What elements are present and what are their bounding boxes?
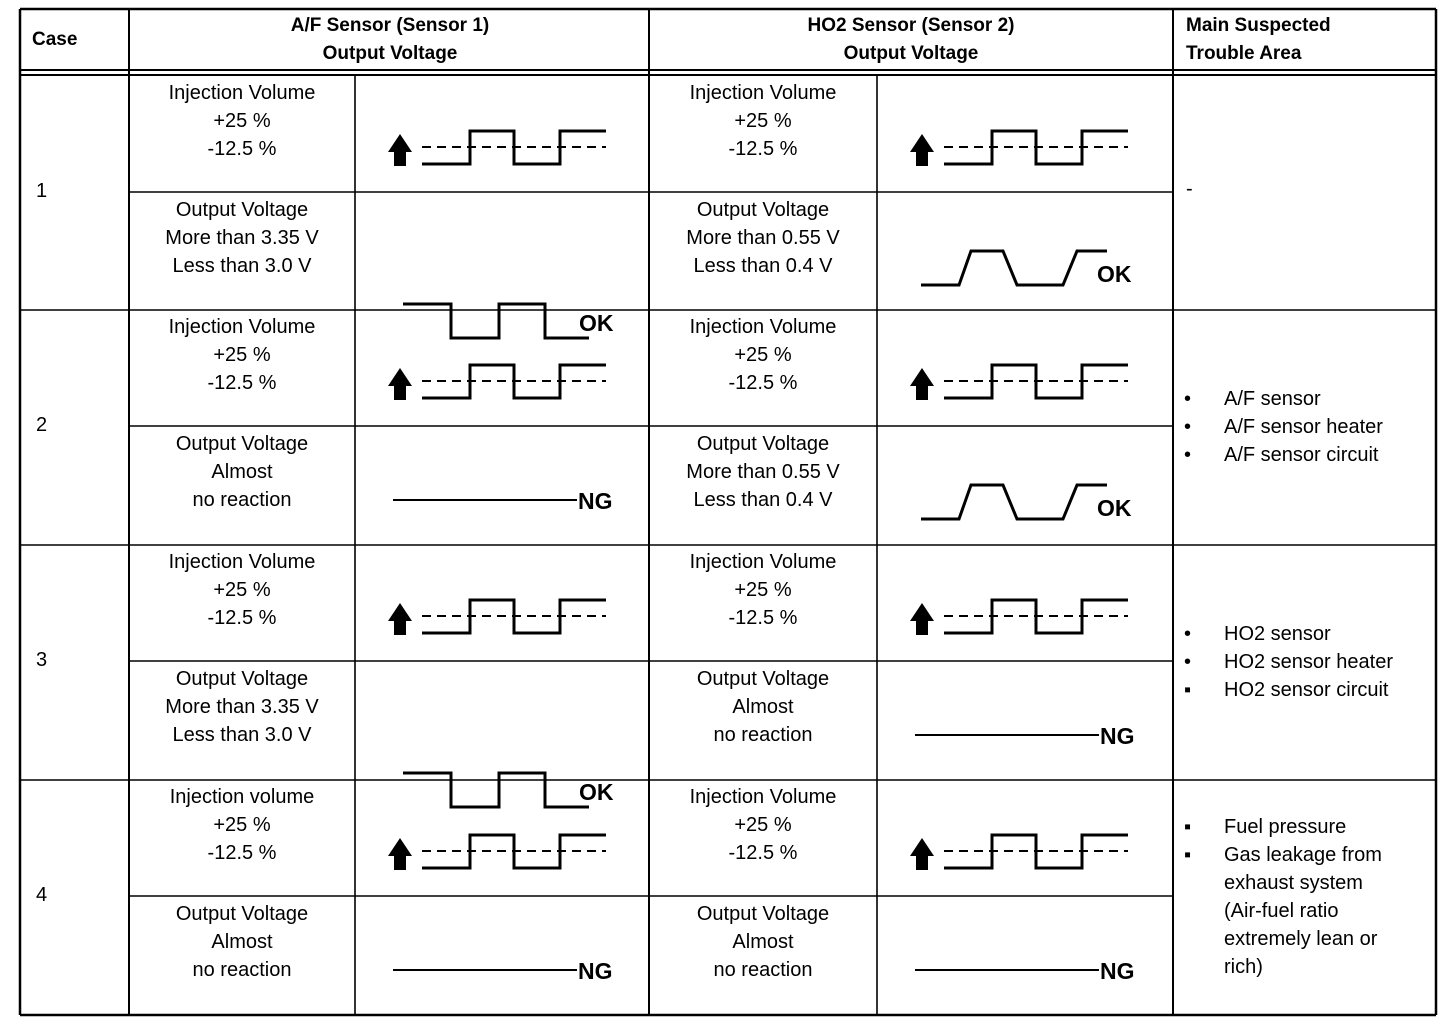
- trouble-area-item: ▪ Gas leakage from: [1184, 841, 1382, 869]
- ho2-output-label: Output Voltage More than 0.55 V Less than 0.4 V: [686, 433, 840, 511]
- ho2-injection-label: Injection Volume +25 % -12.5 %: [689, 551, 837, 629]
- ho2-output-label: Output Voltage Almost no reaction: [696, 903, 830, 981]
- trouble-area-item: • A/F sensor: [1184, 385, 1383, 413]
- case-number: 1: [36, 180, 48, 202]
- trouble-area-list: [1184, 385, 1383, 469]
- rich-arrow-icon: [388, 603, 412, 635]
- case-number: 4: [36, 884, 48, 906]
- af-output-square-wave: [403, 304, 589, 338]
- trouble-area-list: [1184, 620, 1393, 704]
- rich-arrow-icon: [910, 134, 934, 166]
- header-trouble-area: Main Suspected Trouble Area: [1186, 15, 1331, 64]
- trouble-area-list: [1184, 813, 1382, 981]
- ho2-output-label: Output Voltage More than 0.55 V Less than 0.4 V: [686, 199, 840, 277]
- af-output-label: Output Voltage Almost no reaction: [175, 433, 309, 511]
- trouble-area-item: • A/F sensor circuit: [1184, 441, 1383, 469]
- trouble-area-item: • HO2 sensor heater: [1184, 648, 1393, 676]
- header-case: Case: [32, 29, 78, 50]
- rich-arrow-icon: [910, 603, 934, 635]
- result-label: OK: [579, 779, 614, 805]
- af-injection-label: Injection volume +25 % -12.5 %: [169, 786, 315, 864]
- ho2-injection-label: Injection Volume +25 % -12.5 %: [689, 316, 837, 394]
- rich-arrow-icon: [388, 838, 412, 870]
- trouble-area-item: exhaust system: [1224, 872, 1363, 894]
- af-output-label: Output Voltage More than 3.35 V Less than 3.0 V: [165, 199, 319, 277]
- ho2-output-wave: [921, 485, 1107, 519]
- result-label: OK: [1097, 261, 1132, 287]
- trouble-area-none: -: [1186, 178, 1193, 200]
- ho2-output-label: Output Voltage Almost no reaction: [696, 668, 830, 746]
- rich-arrow-icon: [388, 134, 412, 166]
- trouble-area-item: • HO2 sensor: [1184, 620, 1393, 648]
- rich-arrow-icon: [910, 368, 934, 400]
- case-number: 3: [36, 649, 48, 671]
- trouble-area-item: • A/F sensor heater: [1184, 413, 1383, 441]
- af-injection-label: Injection Volume +25 % -12.5 %: [168, 82, 316, 160]
- case-number: 2: [36, 414, 48, 436]
- result-label: NG: [1100, 958, 1135, 984]
- result-label: OK: [1097, 495, 1132, 521]
- header-af-sensor: A/F Sensor (Sensor 1) Output Voltage: [290, 15, 490, 64]
- trouble-area-item: rich): [1224, 956, 1263, 978]
- af-output-label: Output Voltage Almost no reaction: [175, 903, 309, 981]
- result-label: NG: [1100, 723, 1135, 749]
- result-label: OK: [579, 310, 614, 336]
- trouble-area-item: ▪ Fuel pressure: [1184, 813, 1382, 841]
- result-label: NG: [578, 958, 613, 984]
- result-label: NG: [578, 488, 613, 514]
- trouble-area-item: extremely lean or: [1224, 928, 1378, 950]
- af-output-label: Output Voltage More than 3.35 V Less than 3.0 V: [165, 668, 319, 746]
- rich-arrow-icon: [910, 838, 934, 870]
- trouble-area-item: ▪ HO2 sensor circuit: [1184, 676, 1393, 704]
- header-ho2-sensor: HO2 Sensor (Sensor 2) Output Voltage: [807, 15, 1015, 64]
- af-injection-label: Injection Volume +25 % -12.5 %: [168, 316, 316, 394]
- trouble-area-item: (Air-fuel ratio: [1224, 900, 1339, 922]
- af-injection-label: Injection Volume +25 % -12.5 %: [168, 551, 316, 629]
- rich-arrow-icon: [388, 368, 412, 400]
- ho2-injection-label: Injection Volume +25 % -12.5 %: [689, 82, 837, 160]
- ho2-injection-label: Injection Volume +25 % -12.5 %: [689, 786, 837, 864]
- ho2-output-wave: [921, 251, 1107, 285]
- af-output-square-wave: [403, 773, 589, 807]
